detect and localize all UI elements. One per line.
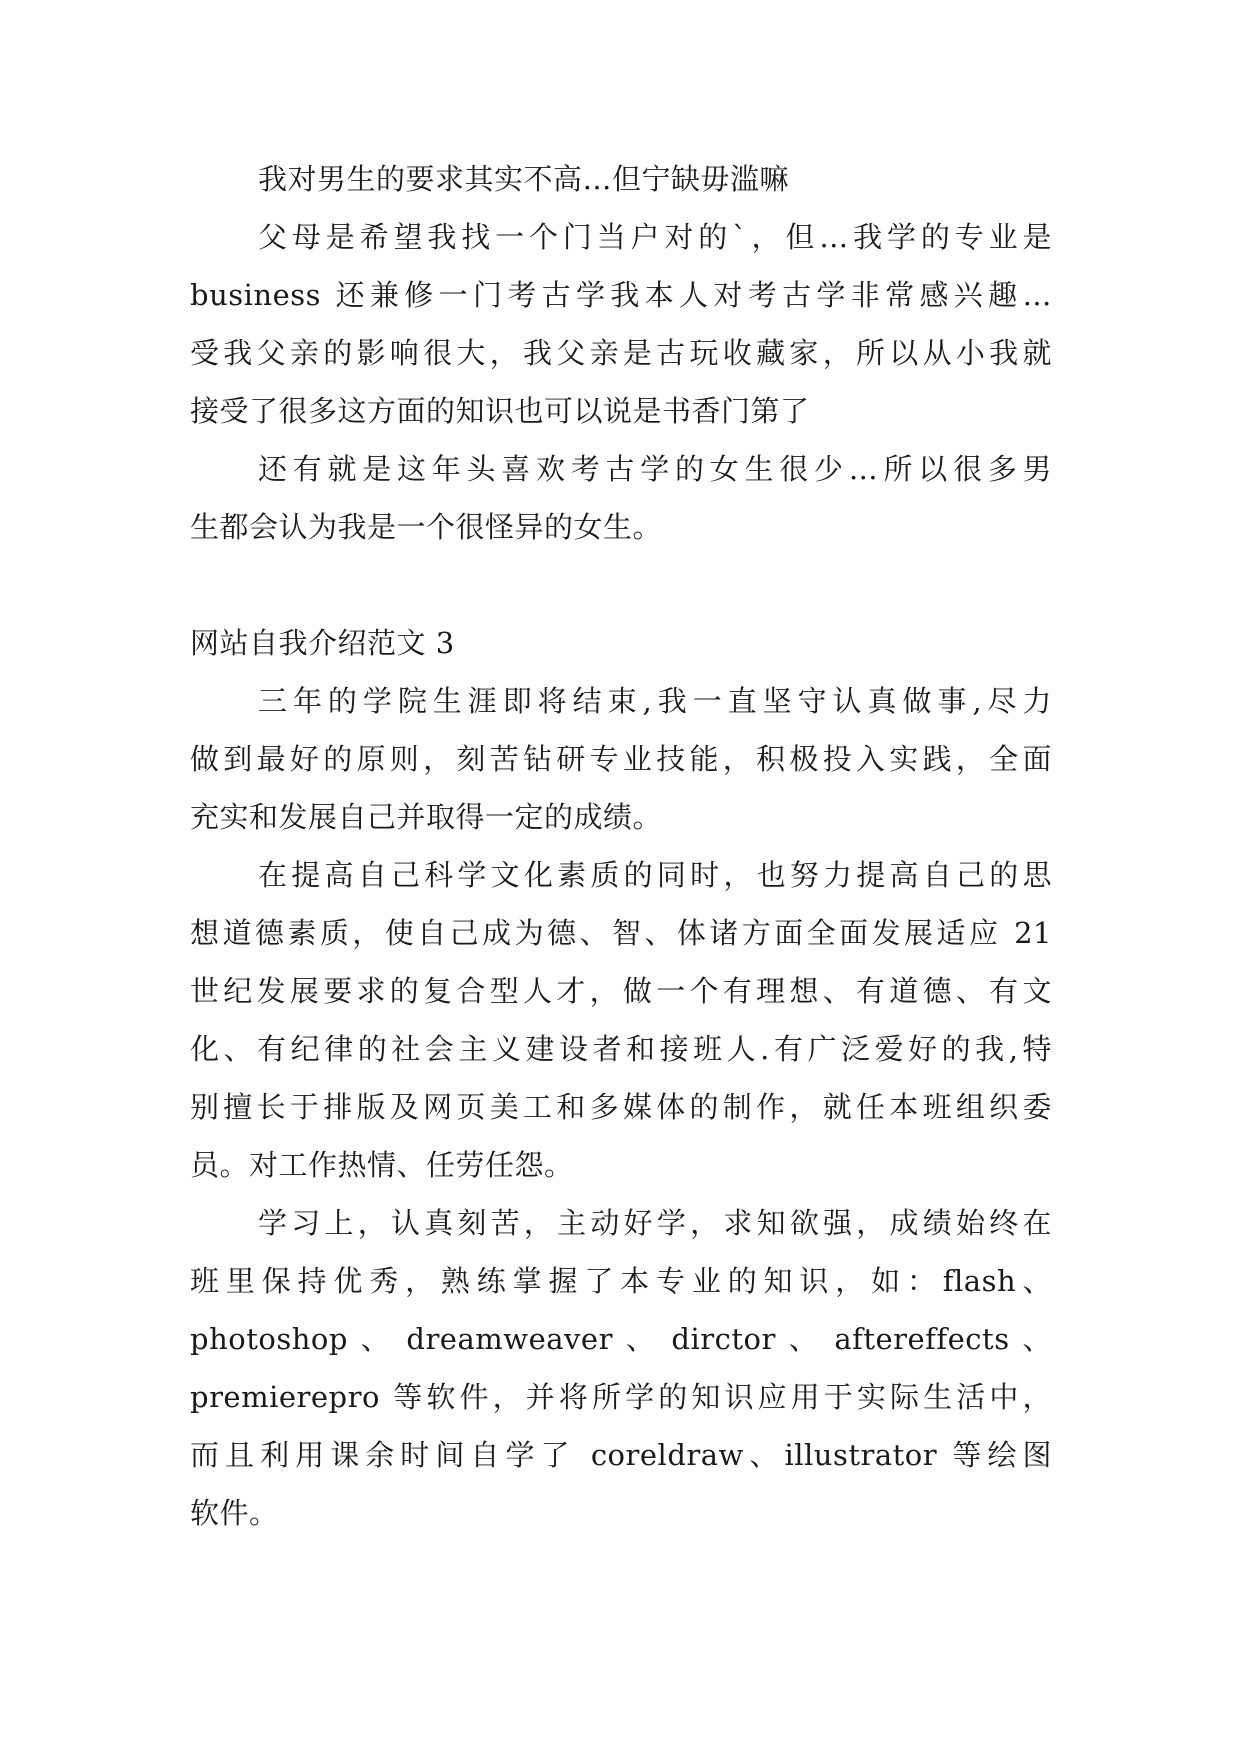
text-line: 员。对工作热情、任劳任怨。 <box>190 1148 574 1182</box>
text-line: 在提高自己科学文化素质的同时，也努力提高自己的思 <box>258 858 1052 892</box>
paragraph <box>190 846 1052 1194</box>
paragraph <box>190 672 1052 846</box>
text-line: 软件。 <box>190 1496 279 1530</box>
text-line: 化、有纪律的社会主义建设者和接班人.有广泛爱好的我,特 <box>190 1032 1052 1066</box>
text-line: 我对男生的要求其实不高…但宁缺毋滥嘛 <box>258 162 790 196</box>
text-line: 而且利用课余时间自学了 coreldraw、illustrator 等绘图 <box>190 1438 1052 1472</box>
text-line: 想道德素质，使自己成为德、智、体诸方面全面发展适应 21 <box>190 916 1052 950</box>
text-line: 学习上，认真刻苦，主动好学，求知欲强，成绩始终在 <box>258 1206 1052 1240</box>
text-line: 别擅长于排版及网页美工和多媒体的制作，就任本班组织委 <box>190 1090 1052 1124</box>
text-line: 充实和发展自己并取得一定的成绩。 <box>190 800 663 834</box>
text-line: business 还兼修一门考古学我本人对考古学非常感兴趣… <box>190 278 1052 312</box>
text-line: 班里保持优秀，熟练掌握了本专业的知识，如：flash、 <box>190 1264 1052 1298</box>
text-line: photoshop 、 dreamweaver 、 dirctor 、 aftereffects 、 <box>190 1322 1052 1356</box>
text-line: 受我父亲的影响很大，我父亲是古玩收藏家，所以从小我就 <box>190 336 1052 370</box>
text-line: 还有就是这年头喜欢考古学的女生很少…所以很多男 <box>258 452 1052 486</box>
text-line: 世纪发展要求的复合型人才，做一个有理想、有道德、有文 <box>190 974 1052 1008</box>
text-line: 接受了很多这方面的知识也可以说是书香门第了 <box>190 394 810 428</box>
paragraph <box>190 150 1052 208</box>
paragraph <box>190 1194 1052 1542</box>
section-title: 网站自我介绍范文 3 <box>190 626 455 660</box>
text-line: 父母是希望我找一个门当户对的`，但…我学的专业是 <box>258 220 1052 254</box>
text-line: premierepro 等软件，并将所学的知识应用于实际生活中， <box>190 1380 1052 1414</box>
text-line: 生都会认为我是一个很怪异的女生。 <box>190 510 663 544</box>
document-page <box>190 150 1052 1542</box>
text-line: 做到最好的原则，刻苦钻研专业技能，积极投入实践，全面 <box>190 742 1052 776</box>
paragraph <box>190 208 1052 440</box>
text-line: 三年的学院生涯即将结束,我一直坚守认真做事,尽力 <box>258 684 1052 718</box>
paragraph <box>190 440 1052 556</box>
